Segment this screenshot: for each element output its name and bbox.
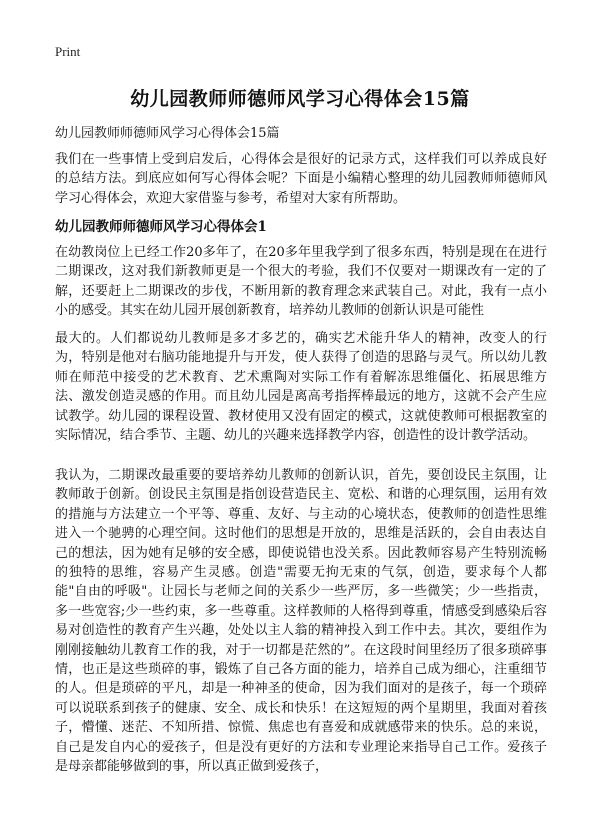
print-link[interactable]: Print <box>55 44 81 59</box>
intro-paragraph: 我们在一些事情上受到启发后，心得体会是很好的记录方式，这样我们可以养成良好的总结方法。到底应如何写心得体会呢？下面是小编精心整理的幼儿园教师师德师风学习心得体会，欢迎大家借鉴与参考，希望对大家有所帮助。 <box>55 152 547 206</box>
document-title: 幼儿园教师师德师风学习心得体会15篇 <box>130 88 470 110</box>
document-subtitle: 幼儿园教师师德师风学习心得体会15篇 <box>55 126 280 141</box>
body-paragraph: 我认为，二期课改最重要的要培养幼儿教师的创新认识，首先，要创设民主氛围，让教师敢于创新。创设民主氛围是指创设营造民主、宽松、和谐的心理氛围，运用有效的措施与方法建立一个平等、尊重、友好、与主动的心境状态，使教师的创造性思维进入一个驰骋的心理空间。这时他们的思想是开放的，思维是活跃的，会自由表达自己的想法，因为她有足够的安全感，即使说错也没关系。因此教师容易产生特别流畅的独特的思维，容易产生灵感。创造"需要无拘无束的气氛，创造，要求每个人都能"自由的呼吸"。让园长与老师之间的关系少一些严厉，多一些微笑；少一些指责，多一些宽容;少一些约束，多一些尊重。这样教师的人格得到尊重，情感受到感染后容易对创造性的教育产生兴趣，处处以主人翁的精神投入到工作中去。其次，要组作为刚刚接触幼儿教育工作的我，对于一切都是茫然的”。在这段时间里经历了很多琐碎事情，也正是这些琐碎的事，锻炼了自己各方面的能力，培养自己成为细心，注重细节的人。但是琐碎的平凡，却是一种神圣的使命，因为我们面对的是孩子，每一个琐碎可以说联系到孩子的健康、安全、成长和快乐！在这短短的两个星期里，我面对着孩子，懵懂、迷茫、不知所措、惊慌、焦虑也有喜爱和成就感带来的快乐。总的来说，自己是发自内心的爱孩子，但是没有更好的方法和专业理论来指导自己工作。爱孩子是母亲都能够做到的事，所以真正做到爱孩子， <box>55 468 547 775</box>
body-paragraph: 最大的。人们都说幼儿教师是多才多艺的，确实艺术能升华人的精神，改变人的行为，特别是他对右脑功能地提升与开发，使人获得了创造的思路与灵气。所以幼儿教师在师范中接受的艺术教育、艺术熏陶对实际工作有着解冻思维僵化、拓展思维方法、激发创造灵感的作用。而且幼儿园是离高考指挥棒最远的地方，这就不会产生应试教学。幼儿园的课程设置、教材使用又没有固定的模式，这就使教师可根据教室的实际情况，结合季节、主题、幼儿的兴趣来选择教学内容，创造性的设计教学活动。 <box>55 331 547 444</box>
section-heading: 幼儿园教师师德师风学习心得体会1 <box>55 219 267 235</box>
body-paragraph: 在幼教岗位上已经工作20多年了，在20多年里我学到了很多东西，特别是现在在进行二期课改，这对我们新教师更是一个很大的考验，我们不仅要对一期课改有一定的了解，还要赶上二期课改的步伐，不断用新的教育理念来武装自己。对此，我有一点小小的感受。其实在幼儿园开展创新教育，培养幼儿教师的创新认识是可能性 <box>55 245 547 319</box>
